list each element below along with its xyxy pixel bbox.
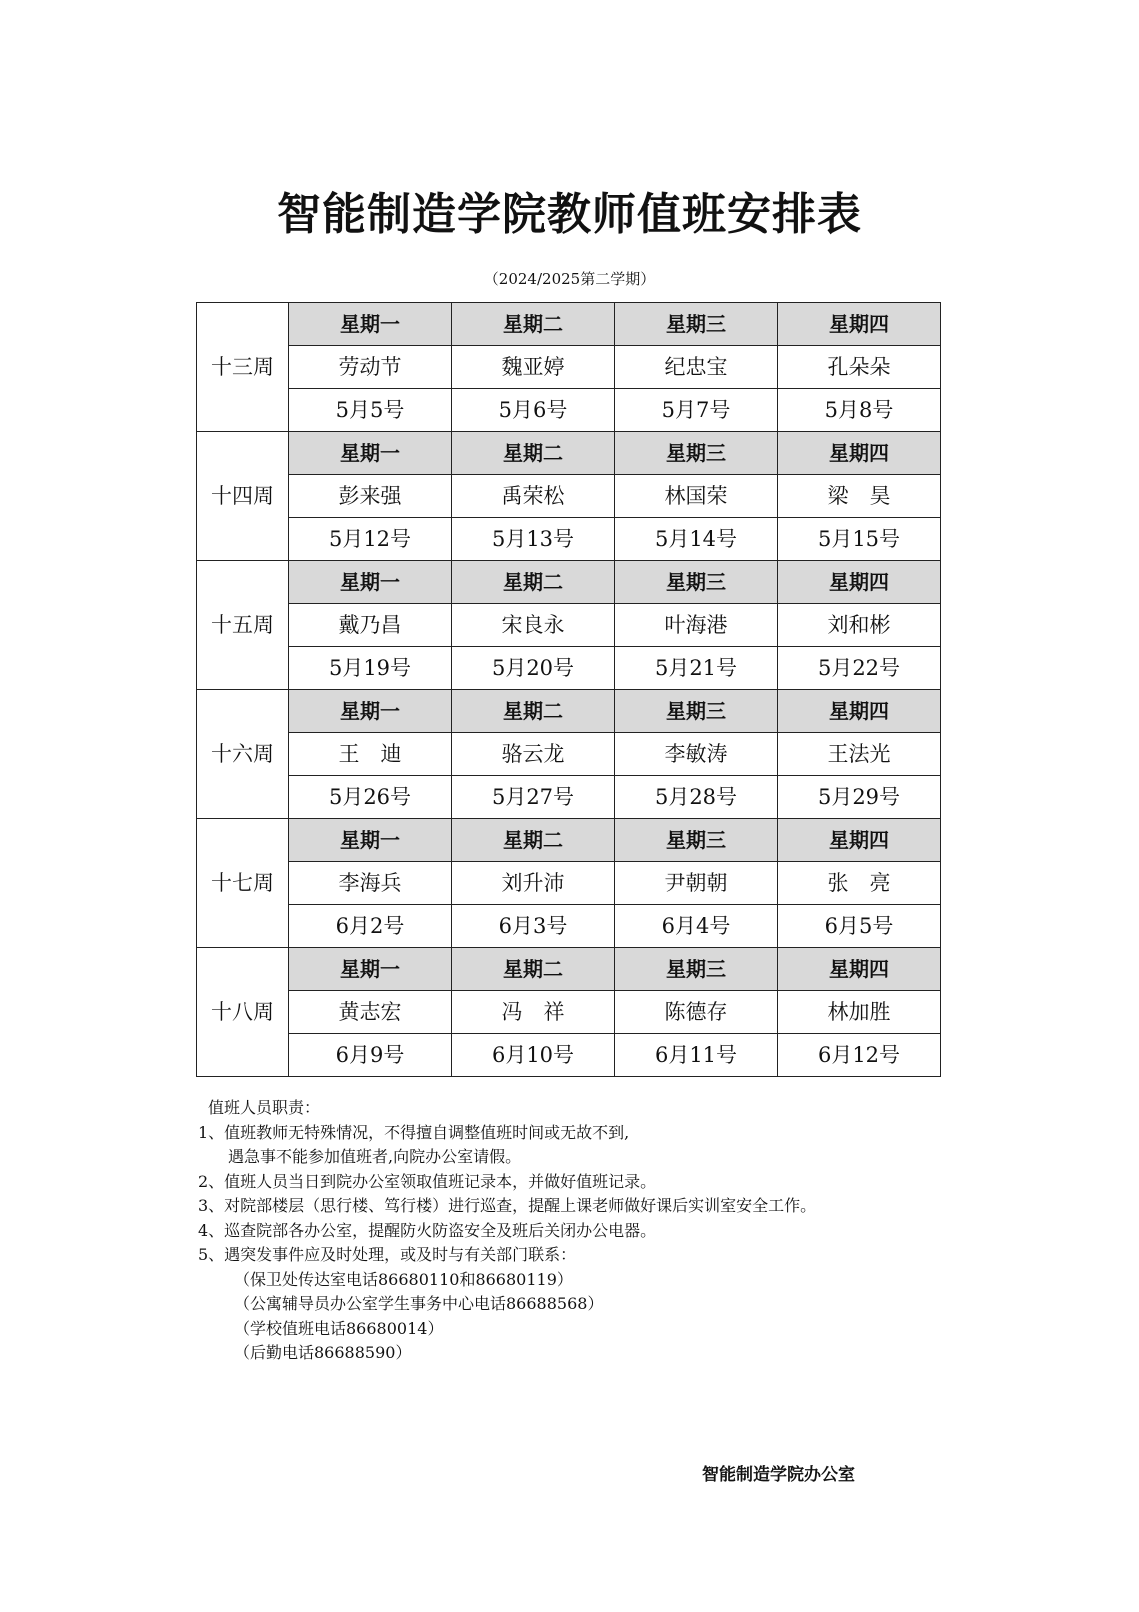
duty-date: 6月3号 — [452, 905, 615, 948]
duty-date: 5月21号 — [615, 647, 778, 690]
duty-date: 6月9号 — [289, 1034, 452, 1077]
date-row — [197, 776, 941, 819]
teacher-name: 王法光 — [778, 733, 941, 776]
office-signature: 智能制造学院办公室 — [702, 1465, 855, 1485]
duty-date: 6月5号 — [778, 905, 941, 948]
weekday-header: 星期三 — [615, 561, 778, 604]
weekday-header: 星期三 — [615, 432, 778, 475]
teacher-row — [197, 475, 941, 518]
weekday-header-row — [197, 561, 941, 604]
teacher-name: 李敏涛 — [615, 733, 778, 776]
weekday-header: 星期四 — [778, 303, 941, 346]
duty-date: 5月15号 — [778, 518, 941, 561]
teacher-name: 王 迪 — [289, 733, 452, 776]
weekday-header: 星期一 — [289, 432, 452, 475]
duty-date: 5月6号 — [452, 389, 615, 432]
weekday-header: 星期二 — [452, 432, 615, 475]
teacher-name: 宋良永 — [452, 604, 615, 647]
duty-date: 6月10号 — [452, 1034, 615, 1077]
page-title: 智能制造学院教师值班安排表 — [277, 189, 862, 240]
teacher-name: 林加胜 — [778, 991, 941, 1034]
week-label: 十五周 — [197, 561, 289, 690]
weekday-header: 星期一 — [289, 303, 452, 346]
duty-date: 5月19号 — [289, 647, 452, 690]
duty-date: 5月8号 — [778, 389, 941, 432]
weekday-header: 星期三 — [615, 819, 778, 862]
teacher-name: 骆云龙 — [452, 733, 615, 776]
duty-date: 5月28号 — [615, 776, 778, 819]
duty-item-continuation: 遇急事不能参加值班者,向院办公室请假。 — [228, 1147, 522, 1166]
duty-date: 5月5号 — [289, 389, 452, 432]
weekday-header: 星期二 — [452, 819, 615, 862]
duty-roster-table — [196, 302, 941, 1077]
weekday-header: 星期四 — [778, 819, 941, 862]
teacher-name: 张 亮 — [778, 862, 941, 905]
date-row — [197, 647, 941, 690]
duty-item: 4、巡查院部各办公室，提醒防火防盗安全及班后关闭办公电器。 — [198, 1220, 657, 1240]
date-row — [197, 1034, 941, 1077]
weekday-header: 星期三 — [615, 948, 778, 991]
duty-item: 5、遇突发事件应及时处理，或及时与有关部门联系： — [198, 1245, 577, 1264]
duty-item: 2、值班人员当日到院办公室领取值班记录本，并做好值班记录。 — [198, 1171, 657, 1191]
weekday-header-row — [197, 303, 941, 346]
contact-phone: （保卫处传达室电话86680110和86680119） — [234, 1269, 573, 1289]
weekday-header: 星期一 — [289, 690, 452, 733]
date-row — [197, 518, 941, 561]
weekday-header: 星期四 — [778, 561, 941, 604]
duty-notes — [198, 1096, 958, 1366]
semester-subtitle: （2024/2025第二学期） — [483, 270, 656, 288]
teacher-name: 劳动节 — [289, 346, 452, 389]
duty-date: 5月12号 — [289, 518, 452, 561]
teacher-name: 彭来强 — [289, 475, 452, 518]
teacher-name: 刘升沛 — [452, 862, 615, 905]
teacher-name: 刘和彬 — [778, 604, 941, 647]
teacher-name: 孔朵朵 — [778, 346, 941, 389]
duty-item: 1、值班教师无特殊情况，不得擅自调整值班时间或无故不到, — [198, 1122, 630, 1142]
date-row — [197, 905, 941, 948]
weekday-header: 星期四 — [778, 948, 941, 991]
duty-date: 6月12号 — [778, 1034, 941, 1077]
contact-phone: （后勤电话86688590） — [234, 1343, 412, 1362]
duty-date: 5月7号 — [615, 389, 778, 432]
weekday-header-row — [197, 690, 941, 733]
weekday-header: 星期二 — [452, 303, 615, 346]
teacher-name: 林国荣 — [615, 475, 778, 518]
teacher-name: 魏亚婷 — [452, 346, 615, 389]
contact-phone: （公寓辅导员办公室学生事务中心电话86688568） — [234, 1294, 604, 1313]
weekday-header: 星期二 — [452, 561, 615, 604]
duty-date: 5月29号 — [778, 776, 941, 819]
teacher-name: 梁 昊 — [778, 475, 941, 518]
weekday-header: 星期三 — [615, 303, 778, 346]
week-label: 十四周 — [197, 432, 289, 561]
duties-heading: 值班人员职责： — [208, 1098, 321, 1117]
teacher-name: 禹荣松 — [452, 475, 615, 518]
duty-date: 5月14号 — [615, 518, 778, 561]
weekday-header: 星期一 — [289, 948, 452, 991]
teacher-name: 冯 祥 — [452, 991, 615, 1034]
weekday-header-row — [197, 948, 941, 991]
teacher-name: 戴乃昌 — [289, 604, 452, 647]
weekday-header-row — [197, 819, 941, 862]
weekday-header: 星期二 — [452, 948, 615, 991]
teacher-name: 叶海港 — [615, 604, 778, 647]
teacher-name: 李海兵 — [289, 862, 452, 905]
teacher-row — [197, 991, 941, 1034]
contact-phone: （学校值班电话86680014） — [234, 1318, 444, 1338]
duty-date: 6月4号 — [615, 905, 778, 948]
teacher-row — [197, 346, 941, 389]
duty-date: 6月11号 — [615, 1034, 778, 1077]
week-label: 十七周 — [197, 819, 289, 948]
weekday-header: 星期二 — [452, 690, 615, 733]
weekday-header: 星期一 — [289, 561, 452, 604]
duty-date: 5月20号 — [452, 647, 615, 690]
duty-date: 5月22号 — [778, 647, 941, 690]
weekday-header-row — [197, 432, 941, 475]
teacher-name: 尹朝朝 — [615, 862, 778, 905]
week-label: 十三周 — [197, 303, 289, 432]
weekday-header: 星期三 — [615, 690, 778, 733]
date-row — [197, 389, 941, 432]
teacher-row — [197, 733, 941, 776]
duty-date: 5月27号 — [452, 776, 615, 819]
weekday-header: 星期四 — [778, 690, 941, 733]
duty-date: 5月13号 — [452, 518, 615, 561]
weekday-header: 星期一 — [289, 819, 452, 862]
teacher-name: 陈德存 — [615, 991, 778, 1034]
weekday-header: 星期四 — [778, 432, 941, 475]
teacher-name: 纪忠宝 — [615, 346, 778, 389]
teacher-name: 黄志宏 — [289, 991, 452, 1034]
duty-item: 3、对院部楼层（思行楼、笃行楼）进行巡查，提醒上课老师做好课后实训室安全工作。 — [198, 1196, 817, 1215]
duty-date: 6月2号 — [289, 905, 452, 948]
teacher-row — [197, 604, 941, 647]
week-label: 十八周 — [197, 948, 289, 1077]
duty-date: 5月26号 — [289, 776, 452, 819]
week-label: 十六周 — [197, 690, 289, 819]
teacher-row — [197, 862, 941, 905]
